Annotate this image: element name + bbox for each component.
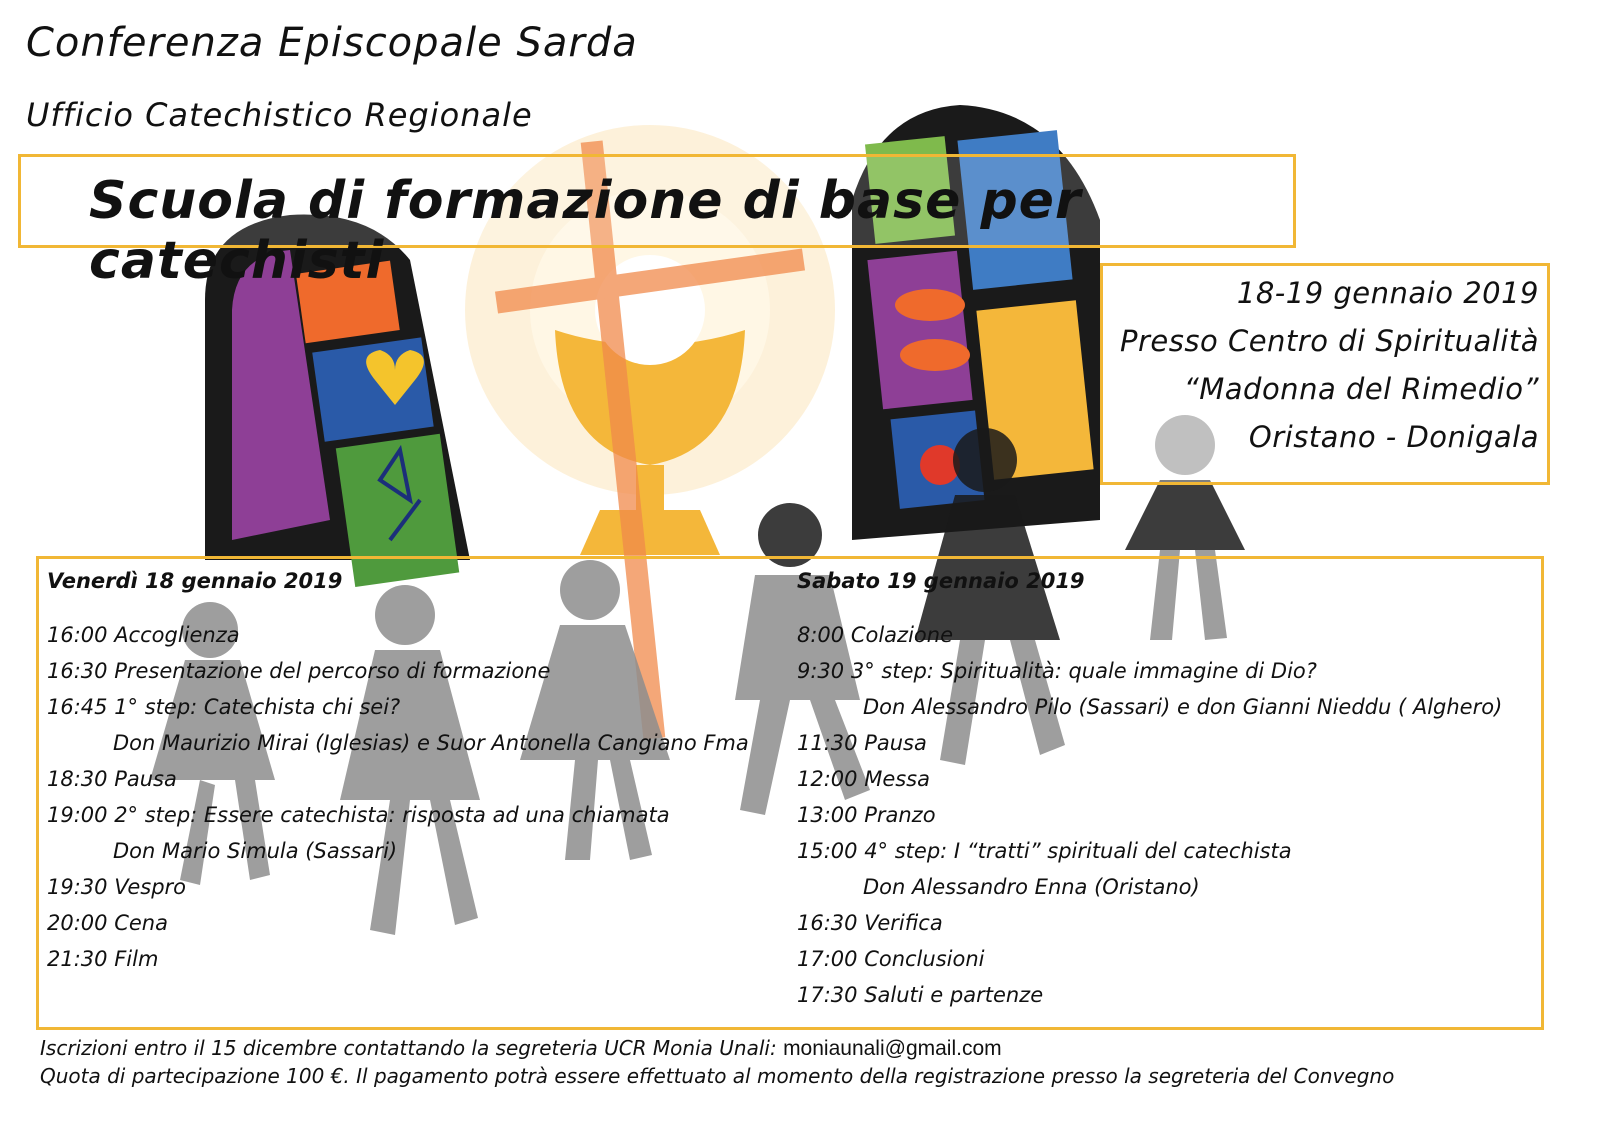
list-item-speaker: Don Maurizio Mirai (Iglesias) e Suor Antonella Cangiano Fma (113, 731, 749, 755)
list-item: 13:00 Pranzo (797, 803, 936, 827)
list-item: 16:30 Verifica (797, 911, 943, 935)
event-dates: 18-19 gennaio 2019 (1236, 276, 1539, 310)
page-title: Scuola di formazione di base per catechisti (89, 171, 1082, 291)
fee-note: Quota di partecipazione 100 €. Il pagamento potrà essere effettuato al momento della registrazione presso la segreteria del Convegno (40, 1064, 1395, 1088)
office-name: Ufficio Catechistico Regionale (26, 96, 533, 134)
list-item-speaker: Don Alessandro Pilo (Sassari) e don Gianni Nieddu ( Alghero) (863, 695, 1503, 719)
list-item: 19:30 Vespro (47, 875, 187, 899)
event-venue: Presso Centro di Spiritualità (1120, 324, 1539, 358)
list-item-speaker: Don Alessandro Enna (Oristano) (863, 875, 1200, 899)
list-item: 17:00 Conclusioni (797, 947, 985, 971)
program-box (36, 556, 1544, 1030)
contact-email-link[interactable]: moniaunali@gmail.com (783, 1037, 1002, 1060)
event-location: Oristano - Donigala (1248, 420, 1539, 454)
list-item: 21:30 Film (47, 947, 159, 971)
list-item: 16:30 Presentazione del percorso di formazione (47, 659, 551, 683)
registration-note (40, 1036, 1002, 1061)
list-item: 17:30 Saluti e partenze (797, 983, 1044, 1007)
event-venue-name: “Madonna del Rimedio” (1183, 372, 1539, 406)
list-item: 11:30 Pausa (797, 731, 927, 755)
list-item-speaker: Don Mario Simula (Sassari) (113, 839, 398, 863)
saturday-heading: Sabato 19 gennaio 2019 (797, 569, 1085, 593)
organization-name: Conferenza Episcopale Sarda (26, 20, 638, 66)
list-item: 20:00 Cena (47, 911, 168, 935)
list-item: 19:00 2° step: Essere catechista: risposta ad una chiamata (47, 803, 670, 827)
event-info-box (1100, 263, 1550, 485)
registration-text: Iscrizioni entro il 15 dicembre contattando la segreteria UCR Monia Unali: (40, 1036, 777, 1060)
list-item: 12:00 Messa (797, 767, 930, 791)
list-item: 18:30 Pausa (47, 767, 177, 791)
list-item: 9:30 3° step: Spiritualità: quale immagine di Dio? (797, 659, 1317, 683)
list-item: 8:00 Colazione (797, 623, 953, 647)
list-item: 16:00 Accoglienza (47, 623, 240, 647)
list-item: 15:00 4° step: I “tratti” spirituali del catechista (797, 839, 1292, 863)
friday-heading: Venerdì 18 gennaio 2019 (47, 569, 343, 593)
list-item: 16:45 1° step: Catechista chi sei? (47, 695, 401, 719)
title-box (18, 154, 1296, 291)
